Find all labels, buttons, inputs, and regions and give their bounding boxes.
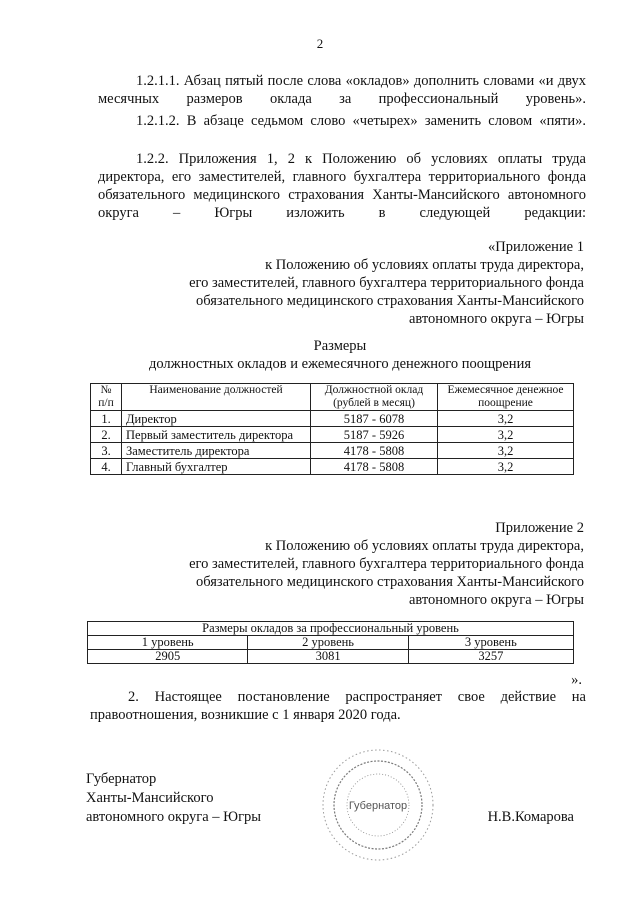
salary-table: [90, 383, 574, 475]
appendix-1-heading-line: «Приложение 1: [488, 239, 584, 255]
table-header-row: [88, 636, 574, 650]
column-header-salary: Должностной оклад (рублей в месяц): [311, 384, 438, 411]
position-name: Первый заместитель директора: [122, 427, 311, 443]
table-title-row: [88, 622, 574, 636]
stamp-text: Губернатор: [348, 800, 408, 812]
appendix-1-heading-line: обязательного медицинского страхования Ханты-Мансийского: [195, 293, 584, 309]
appendix-1-title-line: должностных окладов и ежемесячного денежного поощрения: [149, 356, 531, 372]
row-number: 3.: [91, 443, 122, 459]
appendix-2-heading-line: обязательного медицинского страхования Ханты-Мансийского: [195, 574, 584, 590]
paragraph-1-2-1-2: 1.2.1.2. В абзаце седьмом слово «четырех» заменить словом «пяти».: [136, 113, 586, 129]
bonus-value: 3,2: [438, 443, 574, 459]
paragraph-1-2-1-1: 1.2.1.1. Абзац пятый после слова «окладов» дополнить словами «и двух месячных размеров оклада за профессиональный уровень».: [98, 73, 586, 107]
salary-range: 4178 - 5808: [311, 443, 438, 459]
position-name: Директор: [122, 411, 311, 427]
bonus-value: 3,2: [438, 411, 574, 427]
column-header-position: Наименование должностей: [122, 384, 311, 411]
table-row: [91, 443, 574, 459]
salary-range: 4178 - 5808: [311, 459, 438, 475]
level-header: 2 уровень: [248, 636, 408, 650]
table-row: [91, 459, 574, 475]
row-number: 1.: [91, 411, 122, 427]
appendix-1-heading-line: его заместителей, главного бухгалтера территориального фонда: [189, 275, 584, 291]
column-header-bonus: Ежемесячное денежное поощрение: [438, 384, 574, 411]
appendix-2-heading-line: его заместителей, главного бухгалтера территориального фонда: [189, 556, 584, 572]
row-number: 4.: [91, 459, 122, 475]
professional-level-table: [87, 621, 574, 664]
appendix-1-heading: [189, 238, 584, 328]
position-name: Заместитель директора: [122, 443, 311, 459]
table-title: Размеры окладов за профессиональный уровень: [88, 622, 574, 636]
column-header-number: № п/п: [91, 384, 122, 411]
appendix-2-heading-line: автономного округа – Югры: [408, 592, 584, 608]
position-name: Главный бухгалтер: [122, 459, 311, 475]
level-value: 2905: [88, 650, 248, 664]
appendix-2-heading: [189, 519, 584, 609]
salary-range: 5187 - 5926: [311, 427, 438, 443]
table-row: [91, 427, 574, 443]
stamp-graphic: [318, 745, 438, 865]
bonus-value: 3,2: [438, 459, 574, 475]
official-stamp: [318, 745, 438, 865]
level-value: 3257: [408, 650, 573, 664]
signatory-position: [86, 770, 261, 827]
level-value: 3081: [248, 650, 408, 664]
appendix-1-title-line: Размеры: [313, 338, 367, 354]
signatory-position-line: автономного округа – Югры: [86, 809, 262, 825]
level-header: 1 уровень: [88, 636, 248, 650]
signatory-position-line: Губернатор: [86, 771, 157, 787]
appendix-1-heading-line: к Положению об условиях оплаты труда директора,: [265, 257, 584, 273]
closing-quote: ».: [571, 672, 582, 688]
table-header-row: [91, 384, 574, 411]
paragraph-1-2-2: 1.2.2. Приложения 1, 2 к Положению об условиях оплаты труда директора, его заместителей, главного бухгалтера территориального фонда обязательного медицинского страхования Ханты-Мансийского автономного округа – Югры изложить в следующей редакции:: [98, 151, 586, 221]
paragraph-2: 2. Настоящее постановление распространяет свое действие на правоотношения, возникшие с 1 января 2020 года.: [90, 689, 586, 723]
appendix-2-heading-line: Приложение 2: [495, 520, 584, 536]
appendix-2-heading-line: к Положению об условиях оплаты труда директора,: [265, 538, 584, 554]
level-header: 3 уровень: [408, 636, 573, 650]
table-row: [91, 411, 574, 427]
row-number: 2.: [91, 427, 122, 443]
appendix-1-heading-line: автономного округа – Югры: [408, 311, 584, 327]
table-row: [88, 650, 574, 664]
salary-range: 5187 - 6078: [311, 411, 438, 427]
appendix-1-title: [90, 337, 590, 373]
bonus-value: 3,2: [438, 427, 574, 443]
page-number: 2: [316, 36, 324, 51]
signatory-position-line: Ханты-Мансийского: [86, 790, 214, 806]
signatory-name: Н.В.Комарова: [487, 809, 574, 825]
